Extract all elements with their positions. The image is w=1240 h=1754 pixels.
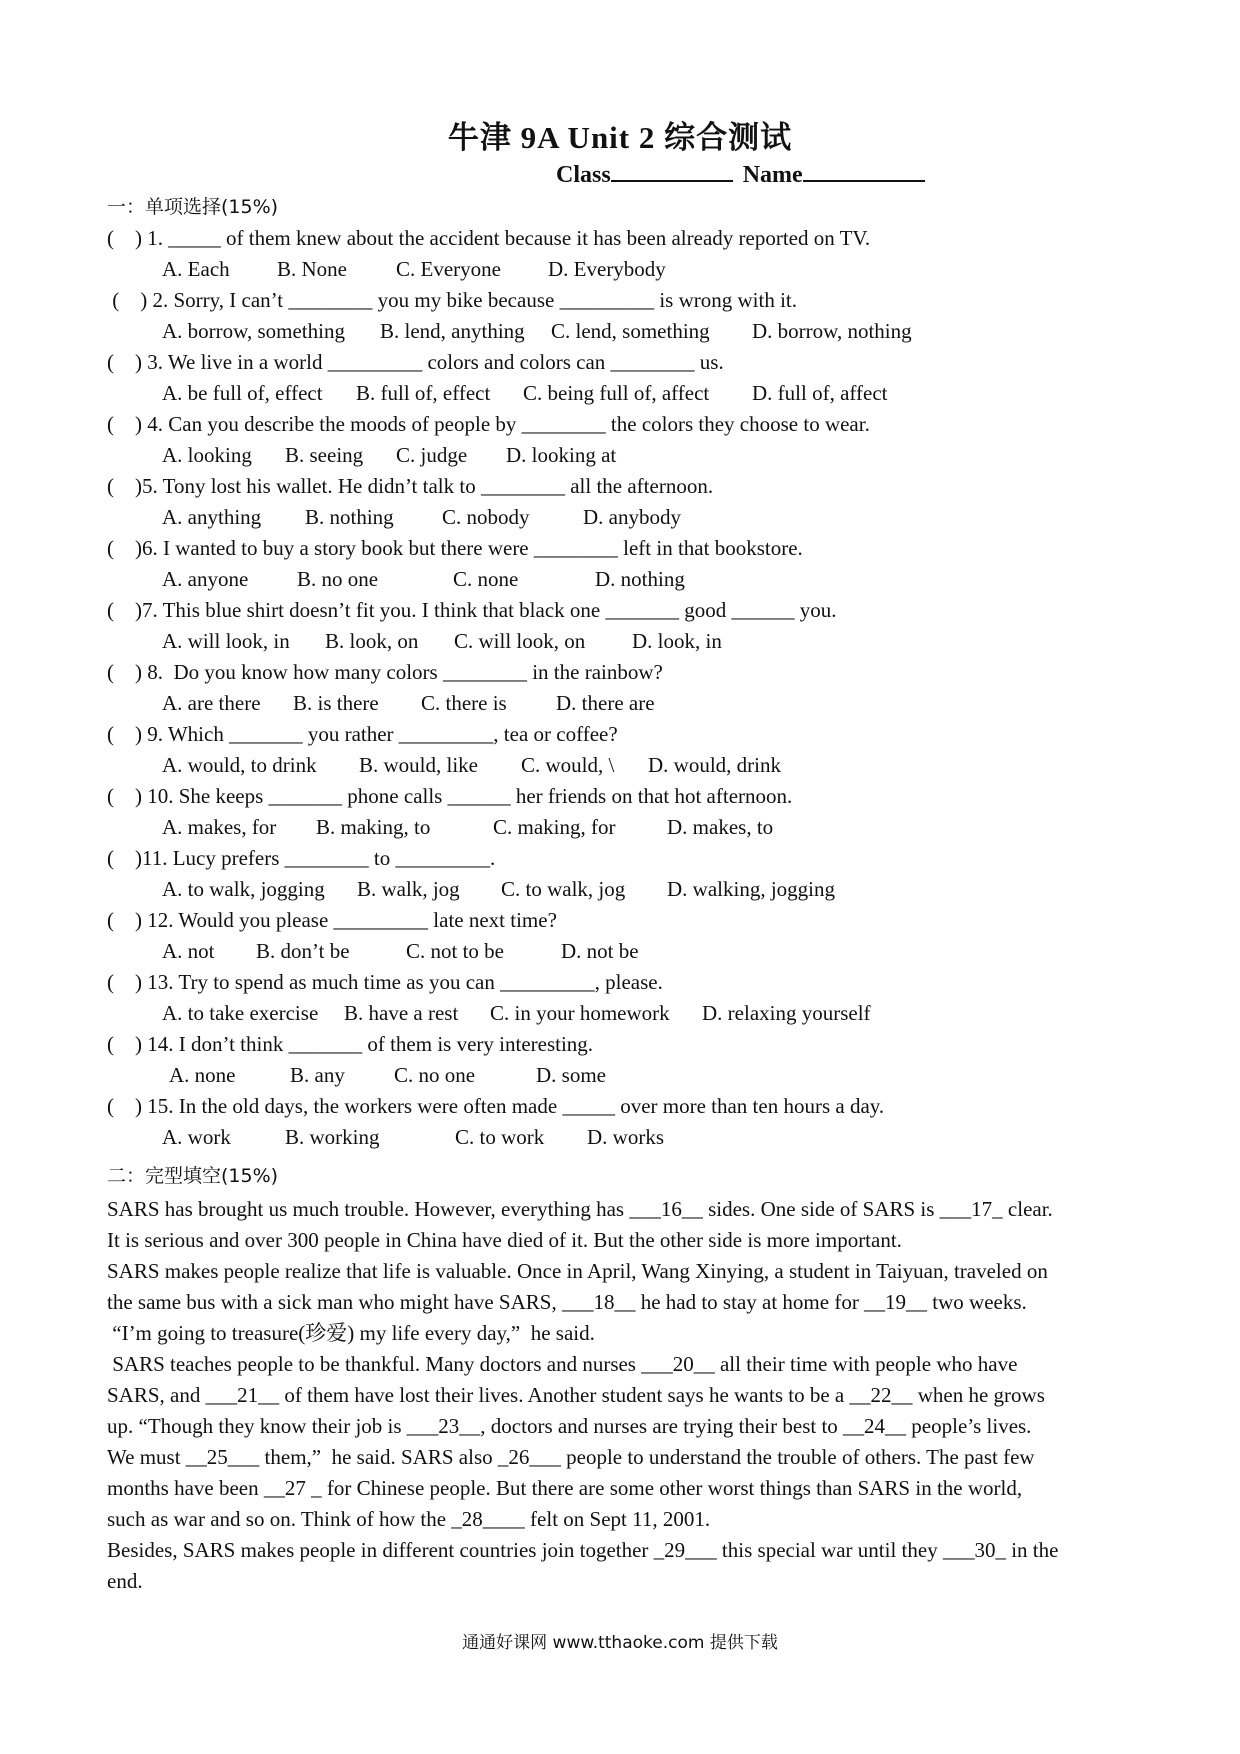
passage-line: “I’m going to treasure(珍爱) my life every day,” he said. [107, 1321, 595, 1345]
question-stem: ( )7. This blue shirt doesn’t fit you. I think that black one _______ good ______ you. [107, 598, 837, 622]
passage-line: end. [107, 1569, 143, 1593]
question-option[interactable]: B. working [285, 1125, 380, 1149]
question-option[interactable]: D. there are [556, 691, 655, 715]
question-stem: ( ) 2. Sorry, I can’t ________ you my bike because _________ is wrong with it. [107, 288, 797, 312]
question-option[interactable]: B. making, to [316, 815, 431, 839]
question-option[interactable]: B. is there [293, 691, 379, 715]
question-stem: ( ) 14. I don’t think _______ of them is very interesting. [107, 1032, 594, 1056]
class-label: Class [556, 162, 611, 188]
question-option[interactable]: C. nobody [442, 505, 530, 529]
passage-line: SARS has brought us much trouble. However, everything has ___16__ sides. One side of SARS is ___17_ clear. [107, 1197, 1053, 1221]
question-option[interactable]: C. judge [396, 443, 468, 467]
passage-line: We must __25___ them,” he said. SARS also _26___ people to understand the trouble of others. The past few [107, 1445, 1035, 1469]
question-option[interactable]: A. none [169, 1063, 236, 1087]
question-option[interactable]: C. making, for [493, 815, 616, 839]
question-stem: ( )11. Lucy prefers ________ to _________. [107, 846, 496, 870]
question-option[interactable]: D. borrow, nothing [752, 319, 912, 343]
question-option[interactable]: B. lend, anything [380, 319, 525, 343]
question-option[interactable]: A. borrow, something [162, 319, 345, 343]
question-option[interactable]: A. are there [162, 691, 261, 715]
question-option[interactable]: C. no one [394, 1063, 476, 1087]
question-option[interactable]: A. looking [162, 443, 252, 467]
question-stem: ( ) 9. Which _______ you rather _________, tea or coffee? [107, 722, 618, 746]
question-option[interactable]: D. full of, affect [752, 381, 888, 405]
question-option[interactable]: C. none [453, 567, 519, 591]
question-stem: ( ) 13. Try to spend as much time as you can _________, please. [107, 970, 663, 994]
question-stem: ( )5. Tony lost his wallet. He didn’t talk to ________ all the afternoon. [107, 474, 714, 498]
question-option[interactable]: B. look, on [325, 629, 419, 653]
passage-line: up. “Though they know their job is ___23__, doctors and nurses are trying their best to __24__ people’s lives. [107, 1414, 1032, 1438]
passage-line: Besides, SARS makes people in different countries join together _29___ this special war until they ___30_ in the [107, 1538, 1059, 1562]
passage-line: SARS makes people realize that life is valuable. Once in April, Wang Xinying, a student in Taiyuan, traveled on [107, 1259, 1048, 1283]
question-option[interactable]: A. work [162, 1125, 231, 1149]
question-option[interactable]: D. nothing [595, 567, 685, 591]
question-option[interactable]: D. works [587, 1125, 664, 1149]
section1-heading: 一：单项选择(15%) [107, 196, 279, 218]
question-option[interactable]: A. anyone [162, 567, 249, 591]
question-option[interactable]: B. None [277, 257, 347, 281]
question-option[interactable]: D. look, in [632, 629, 722, 653]
question-option[interactable]: B. walk, jog [357, 877, 460, 901]
question-option[interactable]: B. any [290, 1063, 345, 1087]
question-option[interactable]: C. would, \ [521, 753, 615, 777]
question-option[interactable]: D. some [536, 1063, 606, 1087]
question-option[interactable]: B. nothing [305, 505, 394, 529]
question-option[interactable]: D. would, drink [648, 753, 781, 777]
question-stem: ( ) 3. We live in a world _________ colors and colors can ________ us. [107, 350, 724, 374]
question-stem: ( ) 12. Would you please _________ late next time? [107, 908, 557, 932]
question-option[interactable]: A. Each [162, 257, 230, 281]
question-stem: ( ) 1. _____ of them knew about the accident because it has been already reported on TV. [107, 226, 871, 250]
question-option[interactable]: A. makes, for [162, 815, 277, 839]
question-stem: ( ) 15. In the old days, the workers were often made _____ over more than ten hours a day. [107, 1094, 885, 1118]
question-option[interactable]: D. looking at [506, 443, 617, 467]
question-stem: ( ) 4. Can you describe the moods of people by ________ the colors they choose to wear. [107, 412, 870, 436]
question-option[interactable]: C. not to be [406, 939, 504, 963]
question-option[interactable]: A. will look, in [162, 629, 290, 653]
question-option[interactable]: C. Everyone [396, 257, 501, 281]
question-option[interactable]: B. seeing [285, 443, 364, 467]
question-option[interactable]: A. would, to drink [162, 753, 317, 777]
question-option[interactable]: C. will look, on [454, 629, 586, 653]
passage-line: SARS, and ___21__ of them have lost their lives. Another student says he wants to be a __22__ when he grows [107, 1383, 1045, 1407]
question-option[interactable]: C. being full of, affect [523, 381, 710, 405]
question-option[interactable]: D. Everybody [548, 257, 666, 281]
question-option[interactable]: A. to take exercise [162, 1001, 319, 1025]
passage-line: months have been __27 _ for Chinese people. But there are some other worst things than SARS in the world, [107, 1476, 1023, 1500]
passage-line: the same bus with a sick man who might have SARS, ___18__ he had to stay at home for __19__ two weeks. [107, 1290, 1027, 1314]
question-option[interactable]: D. walking, jogging [667, 877, 835, 901]
class-name-line [556, 160, 925, 189]
question-option[interactable]: D. not be [561, 939, 639, 963]
class-blank[interactable] [611, 160, 733, 182]
question-stem: ( ) 8. Do you know how many colors ________ in the rainbow? [107, 660, 663, 684]
question-option[interactable]: B. full of, effect [356, 381, 491, 405]
section2-heading: 二：完型填空(15%) [107, 1165, 279, 1187]
question-stem: ( )6. I wanted to buy a story book but there were ________ left in that bookstore. [107, 536, 803, 560]
question-option[interactable]: C. there is [421, 691, 507, 715]
question-option[interactable]: B. would, like [359, 753, 478, 777]
question-option[interactable]: A. not [162, 939, 215, 963]
question-option[interactable]: C. lend, something [551, 319, 710, 343]
question-option[interactable]: A. be full of, effect [162, 381, 323, 405]
question-option[interactable]: C. to work [455, 1125, 545, 1149]
question-option[interactable]: A. anything [162, 505, 262, 529]
question-option[interactable]: B. no one [297, 567, 379, 591]
footer-text: 通通好课网 www.tthaoke.com 提供下载 [462, 1633, 778, 1653]
question-option[interactable]: D. makes, to [667, 815, 774, 839]
passage-line: such as war and so on. Think of how the _28____ felt on Sept 11, 2001. [107, 1507, 711, 1531]
passage-line: It is serious and over 300 people in China have died of it. But the other side is more important. [107, 1228, 902, 1252]
question-option[interactable]: D. relaxing yourself [702, 1001, 871, 1025]
question-option[interactable]: C. in your homework [490, 1001, 670, 1025]
name-blank[interactable] [803, 160, 925, 182]
name-label: Name [742, 162, 803, 188]
passage-line: SARS teaches people to be thankful. Many doctors and nurses ___20__ all their time with people who have [107, 1352, 1018, 1376]
question-option[interactable]: B. don’t be [256, 939, 350, 963]
question-option[interactable]: C. to walk, jog [501, 877, 626, 901]
page-title: 牛津 9A Unit 2 综合测试 [447, 120, 793, 155]
question-option[interactable]: B. have a rest [344, 1001, 459, 1025]
question-option[interactable]: A. to walk, jogging [162, 877, 325, 901]
question-stem: ( ) 10. She keeps _______ phone calls ______ her friends on that hot afternoon. [107, 784, 793, 808]
question-option[interactable]: D. anybody [583, 505, 681, 529]
